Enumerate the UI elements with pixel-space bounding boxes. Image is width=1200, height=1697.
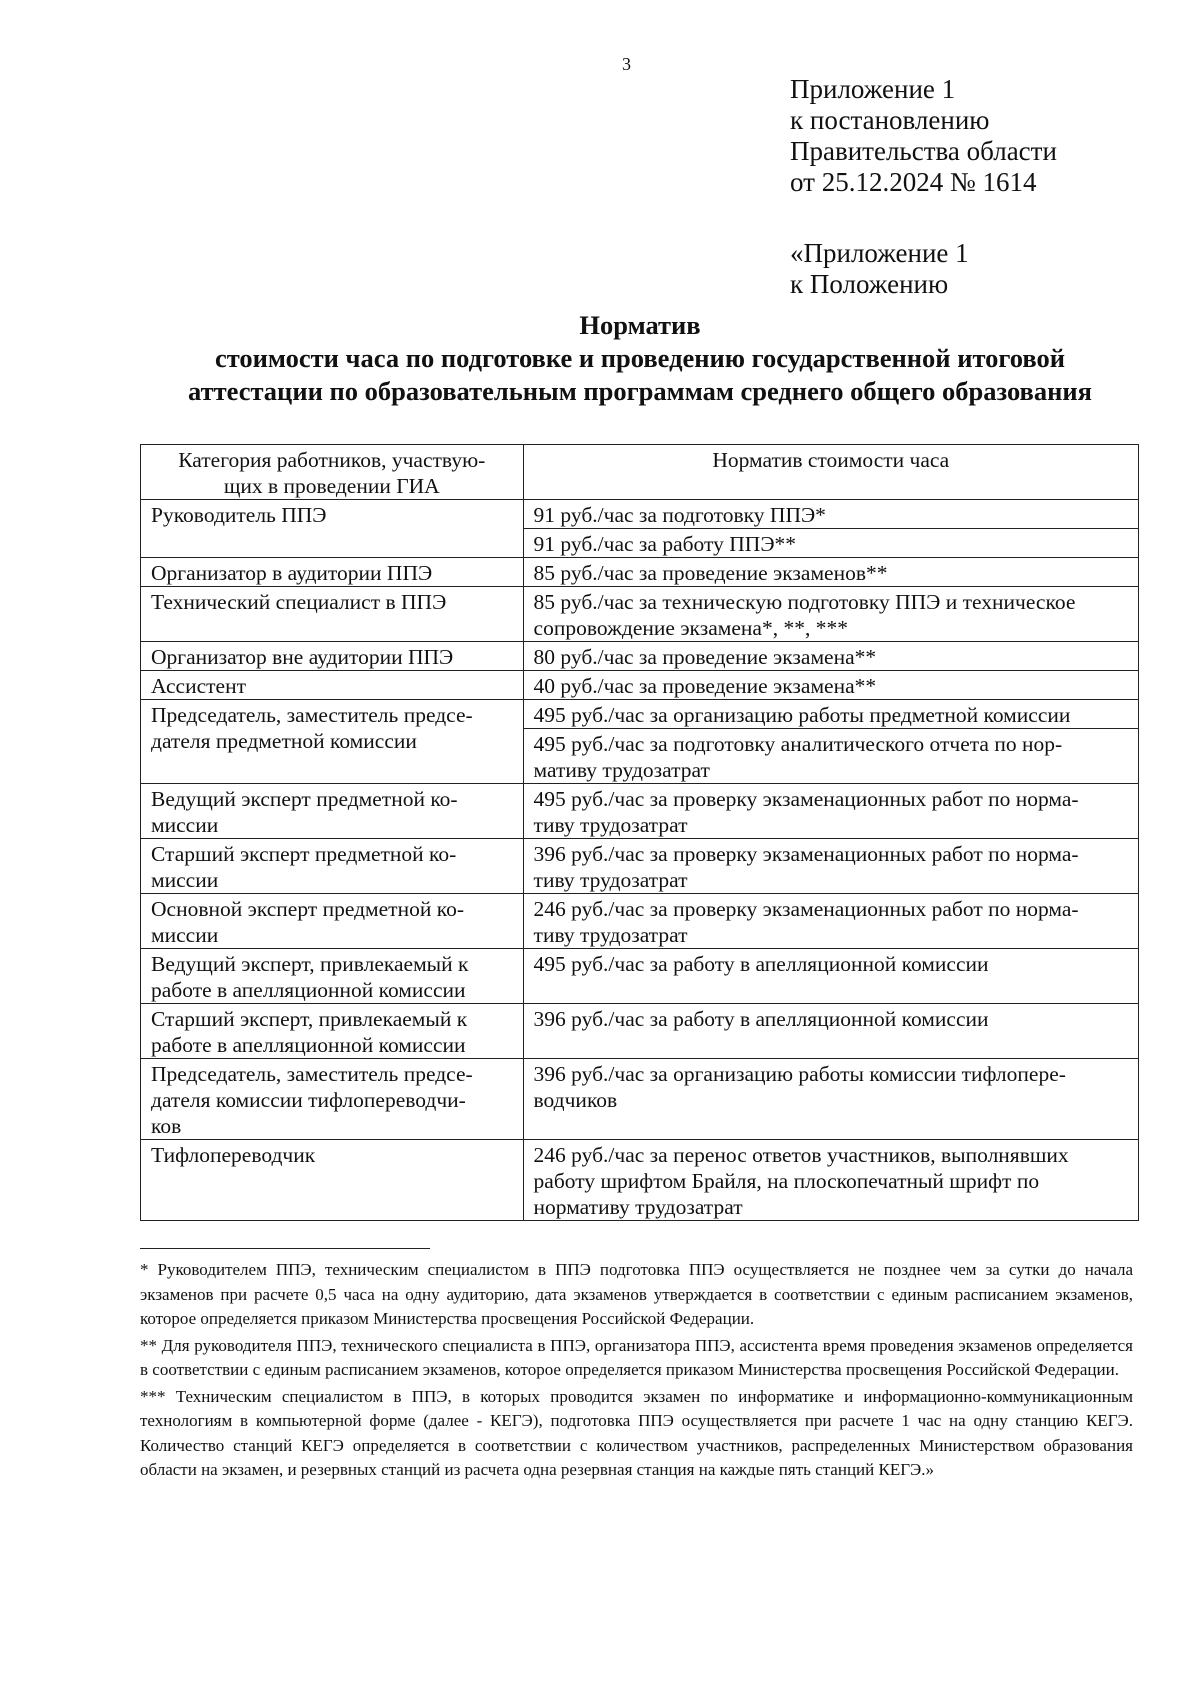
category-cell	[141, 1140, 524, 1221]
title-heading: Норматив	[579, 310, 701, 340]
appendix-header	[790, 74, 1057, 198]
norm-line: 495 руб./час за проверку экзаменационных работ по норма-	[533, 787, 1079, 811]
norm-cell	[523, 1004, 1138, 1059]
norm-line: мативу трудозатрат	[533, 758, 710, 782]
norm-line: 80 руб./час за проведение экзамена**	[533, 645, 877, 669]
category-cell	[141, 587, 524, 642]
category-cell	[141, 784, 524, 839]
norm-line: нормативу трудозатрат	[533, 1195, 743, 1219]
category-line: Председатель, заместитель предсе-	[151, 703, 473, 727]
category-line: работе в апелляционной комиссии	[151, 978, 466, 1002]
norm-cell	[523, 784, 1138, 839]
category-line: Организатор вне аудитории ППЭ	[151, 645, 454, 669]
category-line: дателя предметной комиссии	[151, 729, 417, 753]
footnote-divider	[140, 1248, 430, 1249]
category-cell	[141, 642, 524, 671]
table-row	[141, 500, 1139, 529]
category-cell	[141, 700, 524, 784]
norm-line: 85 руб./час за техническую подготовку ППЭ и техническое	[533, 590, 1076, 614]
category-line: Организатор в аудитории ППЭ	[151, 561, 433, 585]
footnote: ** Для руководителя ППЭ, технического специалиста в ППЭ, организатора ППЭ, ассистента время проведения экзаменов определяется в соответствии с единым расписанием экзаменов, которое определяется приказом Министерства просвещения Российской Федерации.	[140, 1335, 1133, 1379]
norm-line: 495 руб./час за организацию работы предметной комиссии	[533, 703, 1071, 727]
appendix-inner	[790, 238, 969, 300]
norm-cell	[523, 949, 1138, 1004]
table-header-row	[141, 445, 1139, 500]
category-cell	[141, 558, 524, 587]
table-row	[141, 558, 1139, 587]
norm-line: 85 руб./час за проведение экзаменов**	[533, 561, 888, 585]
document-title	[140, 309, 1140, 408]
norm-line: сопровождение экзамена*, **, ***	[533, 616, 848, 640]
category-cell	[141, 1004, 524, 1059]
norm-line: водчиков	[533, 1088, 618, 1112]
category-line: ков	[151, 1114, 182, 1138]
norm-cell	[523, 894, 1138, 949]
appendix-line: Приложение 1	[790, 74, 956, 104]
table-row	[141, 784, 1139, 839]
norm-table	[140, 444, 1139, 1221]
category-line: миссии	[151, 923, 219, 947]
footnote: *** Техническим специалистом в ППЭ, в которых проводится экзамен по информатике и информационно-коммуникационным технологиям в компьютерной форме (далее - КЕГЭ), подготовка ППЭ осуществляется при расчете 1 час на одну станцию КЕГЭ. Количество станций КЕГЭ определяется в соответствии с количеством участников, распределенных Министерством образования области на экзамен, и резервных станций из расчета одна резервная станция на каждые пять станций КЕГЭ.»	[140, 1386, 1133, 1479]
norm-line: 91 руб./час за подготовку ППЭ*	[533, 503, 826, 527]
norm-cell	[523, 1140, 1138, 1221]
norm-cell	[523, 587, 1138, 642]
norm-cell	[523, 700, 1138, 729]
category-line: Основной эксперт предметной ко-	[151, 897, 464, 921]
table-row	[141, 894, 1139, 949]
table-row	[141, 671, 1139, 700]
category-line: Тифлопереводчик	[151, 1143, 316, 1167]
norm-line: 40 руб./час за проведение экзамена**	[533, 674, 877, 698]
norm-cell	[523, 1059, 1138, 1140]
norm-line: тиву трудозатрат	[533, 813, 688, 837]
norm-line: 91 руб./час за работу ППЭ**	[533, 532, 797, 556]
appendix-inner-line: «Приложение 1	[790, 238, 969, 268]
category-cell	[141, 894, 524, 949]
category-line: Старший эксперт предметной ко-	[151, 842, 457, 866]
category-line: миссии	[151, 813, 219, 837]
footnotes	[140, 1258, 1133, 1485]
table-row	[141, 839, 1139, 894]
header-line: Категория работников, участвую-	[178, 448, 486, 472]
category-cell	[141, 949, 524, 1004]
norm-line: тиву трудозатрат	[533, 923, 688, 947]
appendix-line: к постановлению	[790, 105, 990, 135]
norm-line: 495 руб./час за работу в апелляционной комиссии	[533, 952, 989, 976]
norm-cell	[523, 558, 1138, 587]
norm-cell	[523, 642, 1138, 671]
norm-cell	[523, 839, 1138, 894]
category-line: Старший эксперт, привлекаемый к	[151, 1007, 468, 1031]
category-line: Ведущий эксперт предметной ко-	[151, 787, 458, 811]
category-line: Председатель, заместитель предсе-	[151, 1062, 473, 1086]
appendix-inner-line: к Положению	[790, 269, 949, 299]
category-line: Технический специалист в ППЭ	[151, 590, 447, 614]
page-number: 3	[622, 54, 631, 74]
category-cell	[141, 1059, 524, 1140]
norm-line: 246 руб./час за проверку экзаменационных работ по норма-	[533, 897, 1079, 921]
table-row	[141, 1140, 1139, 1221]
category-cell	[141, 839, 524, 894]
category-line: Ассистент	[151, 674, 246, 698]
appendix-line: Правительства области	[790, 136, 1057, 166]
table-row	[141, 1004, 1139, 1059]
norm-line: 495 руб./час за подготовку аналитического отчета по нор-	[533, 732, 1063, 756]
header-norm: Норматив стоимости часа	[523, 445, 1138, 500]
title-line: аттестации по образовательным программам среднего общего образования	[188, 376, 1092, 406]
norm-cell	[523, 729, 1138, 784]
header-category	[141, 445, 524, 500]
norm-line: работу шрифтом Брайля, на плоскопечатный шрифт по	[533, 1169, 1040, 1193]
category-cell	[141, 500, 524, 558]
norm-line: 396 руб./час за проверку экзаменационных работ по норма-	[533, 842, 1079, 866]
header-line: щих в проведении ГИА	[223, 474, 440, 498]
category-line: миссии	[151, 868, 219, 892]
norm-line: 396 руб./час за организацию работы комиссии тифлопере-	[533, 1062, 1066, 1086]
category-line: дателя комиссии тифлопереводчи-	[151, 1088, 466, 1112]
norm-line: 396 руб./час за работу в апелляционной комиссии	[533, 1007, 989, 1031]
table-body	[141, 500, 1139, 1221]
norm-cell	[523, 671, 1138, 700]
table-row	[141, 700, 1139, 729]
norm-cell	[523, 500, 1138, 529]
table-row	[141, 1059, 1139, 1140]
table-row	[141, 642, 1139, 671]
table-row	[141, 587, 1139, 642]
norm-line: 246 руб./час за перенос ответов участников, выполнявших	[533, 1143, 1069, 1167]
footnote: * Руководителем ППЭ, техническим специалистом в ППЭ подготовка ППЭ осуществляется не позднее чем за сутки до начала экзаменов при расчете 0,5 часа на одну аудиторию, дата экзаменов утверждается в соответствии с единым расписанием экзаменов, которое определяется приказом Министерства просвещения Российской Федерации.	[140, 1260, 1133, 1328]
category-line: работе в апелляционной комиссии	[151, 1033, 466, 1057]
category-line: Руководитель ППЭ	[151, 503, 327, 527]
norm-line: тиву трудозатрат	[533, 868, 688, 892]
table-row	[141, 949, 1139, 1004]
category-line: Ведущий эксперт, привлекаемый к	[151, 952, 469, 976]
norm-cell	[523, 529, 1138, 558]
title-line: стоимости часа по подготовке и проведению государственной итоговой	[214, 343, 1065, 373]
appendix-line: от 25.12.2024 № 1614	[790, 167, 1037, 197]
category-cell	[141, 671, 524, 700]
